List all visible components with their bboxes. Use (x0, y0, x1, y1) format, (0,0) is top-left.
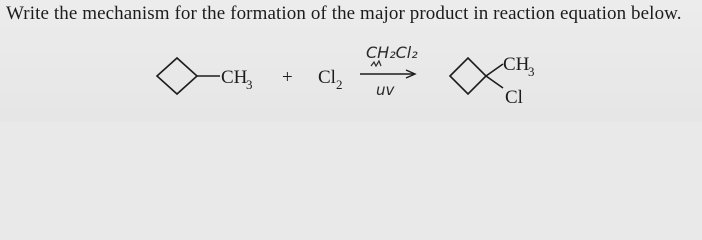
reactant-methylcyclobutane (157, 58, 253, 94)
reactant-substituent-subscript: 3 (246, 77, 253, 92)
product-bond-bottom (486, 76, 503, 88)
reactant-substituent-label: CH (221, 67, 248, 88)
reaction-arrow-group (360, 43, 418, 99)
cyclobutane-ring (157, 58, 197, 94)
reactant-chlorine (318, 67, 343, 92)
product-chloro-label: Cl (505, 87, 523, 108)
chlorine-subscript: 2 (336, 77, 343, 92)
condition-uv-handwritten: uv (376, 81, 395, 99)
product-cyclobutane-ring (450, 58, 486, 94)
product-methyl-label: CH (503, 54, 530, 75)
product-bond-top (486, 64, 503, 76)
chlorine-label: Cl (318, 67, 336, 88)
condition-solvent-handwritten: CH₂Cl₂ (366, 43, 418, 62)
question-text: Write the mechanism for the formation of the major product in reaction equation below. (6, 3, 682, 24)
product-chloromethylcyclobutane (450, 54, 535, 108)
product-methyl-subscript: 3 (528, 64, 535, 79)
plus-sign: + (282, 67, 293, 88)
